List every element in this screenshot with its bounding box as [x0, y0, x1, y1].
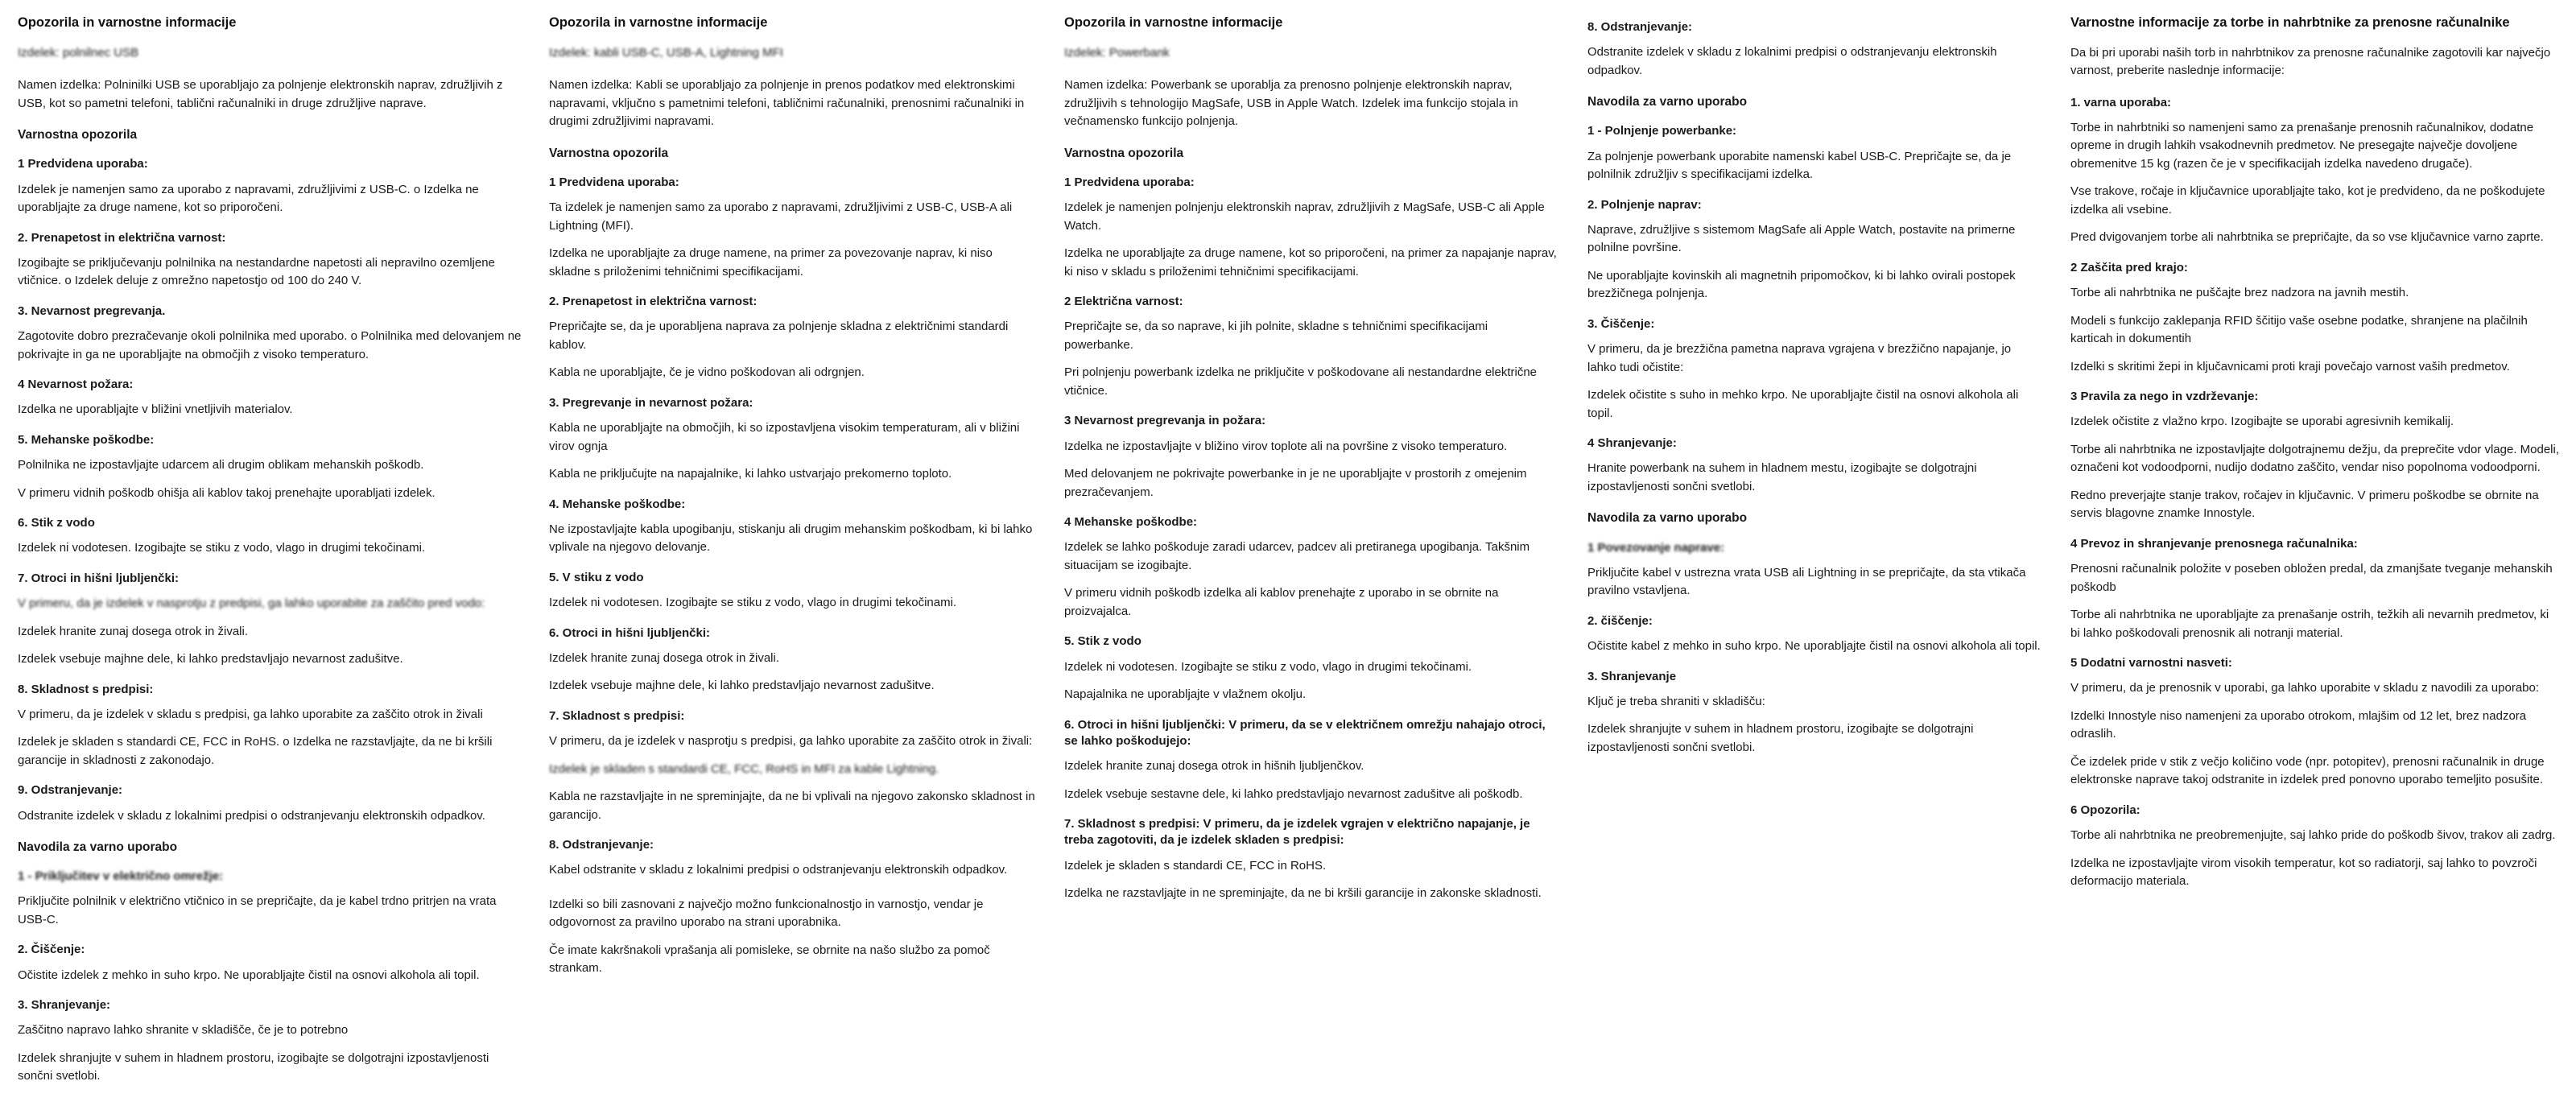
item-text: Za polnjenje powerbank uporabite namenski kabel USB-C. Prepričajte se, da je polnilnik združljiv s specifikacijami izdelka.	[1587, 149, 2012, 182]
item-text: Izdelek shranjujte v suhem in hladnem prostoru, izogibajte se dolgotrajni izpostavljenosti sončni svetlobi.	[18, 1050, 489, 1083]
item-heading: 5. V stiku z vodo	[549, 570, 644, 584]
item-heading: 4 Shranjevanje:	[1587, 436, 1677, 451]
item-text: Modeli s funkcijo zaklepanja RFID ščitijo vaše osebne podatke, shranjene na plačilnih karticah in dokumentih	[2070, 313, 2528, 346]
item-heading: 2. Prenapetost in električna varnost:	[18, 230, 226, 245]
subsection-heading-warnings: Varnostna opozorila	[549, 146, 669, 160]
column-bags	[2070, 14, 2562, 891]
item-text: Torbe ali nahrbtnika ne uporabljajte za prenašanje ostrih, težkih ali nevarnih predmetov, ki bi lahko poškodovali prenosnik ali notranji material.	[2070, 608, 2549, 640]
item-heading: 4 Prevoz in shranjevanje prenosnega računalnika:	[2070, 536, 2358, 551]
item-heading: 9. Odstranjevanje:	[18, 783, 123, 798]
item-text: Izdelek vsebuje sestavne dele, ki lahko predstavljajo nevarnost zadušitve ali poškodb.	[1064, 786, 1523, 801]
item-text: Izdelek ni vodotesen. Izogibajte se stiku z vodo, vlago in drugimi tekočinami.	[549, 596, 957, 610]
item-text: Izdelek je skladen s standardi CE, FCC in RoHS.	[1064, 858, 1327, 873]
item-heading: 2 Zaščita pred krajo:	[2070, 260, 2188, 274]
section-title: Opozorila in varnostne informacije	[549, 15, 768, 30]
item-heading: 5 Dodatni varnostni nasveti:	[2070, 656, 2232, 671]
item-text: Pri polnjenju powerbank izdelka ne priključite v poškodovane ali nestandardne električne vtičnice.	[1064, 365, 1538, 398]
item-text: Izdelek hranite zunaj dosega otrok in živali.	[549, 650, 779, 665]
item-text: Izdelek hranite zunaj dosega otrok in hišnih ljubljenčkov.	[1064, 759, 1364, 774]
item-text: Izdelek shranjujte v suhem in hladnem prostoru, izogibajte se dolgotrajni izpostavljenosti sončni svetlobi.	[1587, 722, 1974, 754]
item-text: Polnilnika ne izpostavljajte udarcem ali drugim oblikam mehanskih poškodb.	[18, 458, 424, 472]
item-text: Torbe ali nahrbtnika ne puščajte brez nadzora na javnih mestih.	[2070, 286, 2409, 300]
item-text: Če izdelek pride v stik z večjo količino vode (npr. potopitev), prenosni računalnik in druge elektronske naprave takoj odstranite in izdelek pred ponovno uporabo temeljito posušite.	[2070, 754, 2545, 787]
item-text: Pred dvigovanjem torbe ali nahrbtnika se prepričajte, da so vse ključavnice varno zaprte.	[2070, 230, 2544, 245]
item-heading: 1 Predvidena uporaba:	[1064, 175, 1195, 189]
item-heading: 7. Skladnost s predpisi:	[549, 708, 685, 723]
item-heading: 1. varna uporaba:	[2070, 95, 2172, 109]
item-heading: 3. Pregrevanje in nevarnost požara:	[549, 395, 753, 410]
item-heading: 4 Mehanske poškodbe:	[1064, 515, 1198, 530]
item-heading: 6. Otroci in hišni ljubljenčki: V primeru, da se v električnem omrežju nahajajo otroci, se lahko poškodujejo:	[1064, 717, 1546, 748]
item-text: Očistite izdelek z mehko in suho krpo. Ne uporabljajte čistil na osnovi alkohola ali topil.	[18, 968, 480, 982]
item-heading: 1 Povezovanje naprave:	[1587, 540, 1725, 555]
item-text: V primeru, da je brezžična pametna naprava vgrajena v brezžično napajanje, jo lahko tudi očistite:	[1587, 342, 2012, 374]
column-powerbank-continued	[1587, 14, 2070, 757]
item-text: Izdelka ne uporabljajte za druge namene, na primer za povezovanje naprav, ki niso skladne s priloženimi tehničnimi specifikacijami.	[549, 246, 993, 279]
subsection-heading-warnings: Varnostna opozorila	[1064, 146, 1184, 160]
item-heading: 2. Polnjenje naprav:	[1587, 197, 1702, 212]
item-text: Izdelek vsebuje majhne dele, ki lahko predstavljajo nevarnost zadušitve.	[18, 652, 403, 666]
item-heading: 8. Odstranjevanje:	[1587, 20, 1693, 34]
item-text: Odstranite izdelek v skladu z lokalnimi predpisi o odstranjevanju elektronskih odpadkov.	[1587, 45, 1997, 77]
item-text: Izdelka ne izpostavljajte v bližino virov toplote ali na površine z visoko temperaturo.	[1064, 439, 1508, 453]
item-heading: 4. Mehanske poškodbe:	[549, 497, 686, 511]
item-heading: 7. Otroci in hišni ljubljenčki:	[18, 571, 180, 585]
subsection-heading-usage-2: Navodila za varno uporabo	[1587, 511, 1748, 526]
intro-text: Da bi pri uporabi naših torb in nahrbtnikov za prenosne računalnike zagotovili kar največjo varnost, preberite naslednje informacije:	[2070, 45, 2551, 78]
item-text: Priključite kabel v ustrezna vrata USB ali Lightning in se prepričajte, da sta vtikača pravilno vstavljena.	[1587, 565, 2026, 598]
item-text: Izdelek hranite zunaj dosega otrok in živali.	[18, 624, 248, 638]
item-text: Prepričajte se, da so naprave, ki jih polnite, skladne s tehničnimi specifikacijami powerbanke.	[1064, 320, 1488, 352]
item-text: Priključite polnilnik v električno vtičnico in se prepričajte, da je kabel trdno pritrjen na vrata USB-C.	[18, 894, 497, 926]
item-text: Zaščitno napravo lahko shranite v skladišče, če je to potrebno	[18, 1023, 349, 1038]
item-text: Prenosni računalnik položite v poseben obložen predal, da zmanjšate tveganje mehanskih poškodb	[2070, 562, 2553, 594]
item-text: V primeru vidnih poškodb ohišja ali kablov takoj prenehajte uporabljati izdelek.	[18, 485, 436, 500]
item-text: V primeru, da je izdelek v nasprotju z predpisi, ga lahko uporabite za zaščito pred vodo:	[18, 596, 485, 611]
subsection-heading-usage: Navodila za varno uporabo	[1587, 95, 1748, 109]
item-text: V primeru, da je izdelek v skladu s predpisi, ga lahko uporabite za zaščito otrok in živali	[18, 707, 483, 721]
item-heading: 1 Predvidena uporaba:	[549, 175, 679, 189]
item-heading: 2. Prenapetost in električna varnost:	[549, 295, 758, 309]
column-powerbank	[1064, 14, 1587, 903]
item-text: V primeru, da je prenosnik v uporabi, ga lahko uporabite v skladu z navodili za uporabo:	[2070, 681, 2540, 695]
product-purpose: Namen izdelka: Kabli se uporabljajo za polnjenje in prenos podatkov med elektronskimi napravami, vključno s pametnimi telefoni, tabličnimi računalniki, prenosnimi računalniki in drugimi združljivimi napravami.	[549, 78, 1025, 129]
item-text: Izdelek je skladen s standardi CE, FCC, RoHS in MFI za kable Lightning.	[549, 761, 939, 776]
item-text: Izdelki s skritimi žepi in ključavnicami proti kraji povečajo varnost vaših predmetov.	[2070, 359, 2510, 373]
item-heading: 2. čiščenje:	[1587, 613, 1653, 628]
item-text: Napajalnika ne uporabljajte v vlažnem okolju.	[1064, 687, 1307, 702]
item-text: Torbe in nahrbtniki so namenjeni samo za prenašanje prenosnih računalnikov, dodatne opreme in drugih lahkih vsakodnevnih predmetov. Ne presegajte največje dovoljene obremenitve 15 kg (razen če je v specifikacijah izdelka navedeno drugače).	[2070, 120, 2534, 171]
item-text: Med delovanjem ne pokrivajte powerbanke in je ne uporabljajte v prostorih z omejenim prezračevanjem.	[1064, 467, 1527, 499]
section-title: Opozorila in varnostne informacije	[18, 15, 237, 30]
item-text: Kabel odstranite v skladu z lokalnimi predpisi o odstranjevanju elektronskih odpadkov.	[549, 863, 1008, 877]
footer-note: Če imate kakršnakoli vprašanja ali pomisleke, se obrnite na našo službo za pomoč strankam.	[549, 943, 990, 976]
item-heading: 6. Stik z vodo	[18, 516, 95, 530]
item-text: Izdelka ne uporabljajte v bližini vnetljivih materialov.	[18, 402, 293, 417]
item-text: Redno preverjajte stanje trakov, ročajev in ključavnic. V primeru poškodbe se obrnite na servis blagovne znamke Innostyle.	[2070, 488, 2539, 521]
item-text: Torbe ali nahrbtnika ne izpostavljajte dolgotrajnemu dežju, da preprečite vdor vlage. Modeli, označeni kot vodoodporni, nudijo dodatno zaščito, vendar niso popolnoma vodoodporni.	[2070, 442, 2560, 475]
item-heading: 3 Pravila za nego in vzdrževanje:	[2070, 390, 2259, 404]
item-heading: 2. Čiščenje:	[18, 943, 85, 957]
column-cables	[549, 14, 1064, 978]
footer-note: Izdelki so bili zasnovani z največjo možno funkcionalnostjo in varnostjo, vendar je odgovornost za pravilno uporabo na strani uporabnika.	[549, 897, 984, 930]
item-text: Izdelek očistite z vlažno krpo. Izogibajte se uporabi agresivnih kemikalij.	[2070, 415, 2454, 429]
item-text: Zagotovite dobro prezračevanje okoli polnilnika med uporabo. o Polnilnika med delovanjem ne pokrivajte in ga ne uporabljajte na območjih z visoko temperaturo.	[18, 329, 522, 361]
item-text: V primeru, da je izdelek v nasprotju s predpisi, ga lahko uporabite za zaščito otrok in živali:	[549, 734, 1033, 749]
product-label: Izdelek: Powerbank	[1064, 45, 1170, 60]
item-text: Izdelek očistite s suho in mehko krpo. Ne uporabljajte čistil na osnovi alkohola ali topil.	[1587, 388, 2019, 420]
item-heading: 5. Stik z vodo	[1064, 634, 1141, 649]
item-text: Izdelek ni vodotesen. Izogibajte se stiku z vodo, vlago in drugimi tekočinami.	[18, 541, 426, 555]
item-heading: 1 - Priključitev v električno omrežje:	[18, 869, 224, 884]
item-heading: 4 Nevarnost požara:	[18, 378, 134, 392]
item-heading: 8. Skladnost s predpisi:	[18, 682, 154, 696]
item-text: V primeru vidnih poškodb izdelka ali kablov prenehajte z uporabo in se obrnite na proizvajalca.	[1064, 586, 1499, 618]
item-text: Izdelek je skladen s standardi CE, FCC in RoHS. o Izdelka ne razstavljajte, da ne bi kršili garancije in skladnosti z zakonodajo.	[18, 735, 493, 767]
product-purpose: Namen izdelka: Polninilki USB se uporabljajo za polnjenje elektronskih naprav, združljivih z USB, kot so pametni telefoni, tablični računalniki in druge združljive naprave.	[18, 78, 503, 110]
product-label: Izdelek: kabli USB-C, USB-A, Lightning MFI	[549, 45, 783, 60]
item-text: Kabla ne razstavljajte in ne spreminjajte, da ne bi vplivali na njegovo zakonsko skladnost in garancijo.	[549, 790, 1035, 822]
item-text: Izdelek je namenjen polnjenju elektronskih naprav, združljivih z MagSafe, USB-C ali Apple Watch.	[1064, 200, 1545, 233]
item-heading: 6. Otroci in hišni ljubljenčki:	[549, 625, 711, 640]
product-label: Izdelek: polnilnec USB	[18, 45, 139, 60]
item-text: Torbe ali nahrbtnika ne preobremenjujte, saj lahko pride do poškodb šivov, trakov ali zadrg.	[2070, 828, 2556, 843]
item-text: Očistite kabel z mehko in suho krpo. Ne uporabljajte čistil na osnovi alkohola ali topil.	[1587, 639, 2041, 654]
item-text: Izogibajte se priključevanju polnilnika na nestandardne napetosti ali nepravilno ozemljene vtičnice. o Izdelek deluje z omrežno napetostjo od 100 do 240 V.	[18, 255, 495, 288]
item-heading: 8. Odstranjevanje:	[549, 838, 654, 852]
item-text: Hranite powerbank na suhem in hladnem mestu, izogibajte se dolgotrajni izpostavljenosti sončni svetlobi.	[1587, 461, 1977, 493]
item-heading: 1 - Polnjenje powerbanke:	[1587, 124, 1737, 138]
item-text: Ne izpostavljajte kabla upogibanju, stiskanju ali drugim mehanskim poškodbam, ki bi lahko vplivale na njegovo delovanje.	[549, 522, 1033, 555]
item-heading: 1 Predvidena uporaba:	[18, 157, 148, 171]
item-text: Vse trakove, ročaje in ključavnice uporabljajte tako, kot je predvideno, da ne poškodujete izdelka ali vsebine.	[2070, 184, 2545, 217]
item-heading: 6 Opozorila:	[2070, 803, 2140, 817]
item-heading: 3. Nevarnost pregrevanja.	[18, 303, 166, 318]
item-heading: 3. Shranjevanje:	[18, 998, 111, 1013]
item-text: Kabla ne priključujte na napajalnike, ki lahko ustvarjajo prekomerno toploto.	[549, 467, 952, 481]
item-text: Izdelek vsebuje majhne dele, ki lahko predstavljajo nevarnost zadušitve.	[549, 679, 935, 693]
column-usb-charger	[18, 14, 549, 1086]
item-text: Ključ je treba shraniti v skladišču:	[1587, 694, 1765, 708]
item-text: Prepričajte se, da je uporabljena naprava za polnjenje skladna z električnimi standardi kablov.	[549, 320, 1009, 352]
item-heading: 3. Čiščenje:	[1587, 316, 1655, 331]
item-heading: 3 Nevarnost pregrevanja in požara:	[1064, 414, 1266, 428]
item-text: Izdelek se lahko poškoduje zaradi udarcev, padcev ali pretiranega upogibanja. Takšnim situacijam se izogibajte.	[1064, 540, 1530, 572]
subsection-heading-warnings: Varnostna opozorila	[18, 128, 138, 142]
item-text: Izdelki Innostyle niso namenjeni za uporabo otrokom, mlajšim od 12 let, brez nadzora odraslih.	[2070, 708, 2527, 741]
item-text: Izdelek ni vodotesen. Izogibajte se stiku z vodo, vlago in drugimi tekočinami.	[1064, 659, 1472, 674]
item-text: Ta izdelek je namenjen samo za uporabo z napravami, združljivimi z USB-C, USB-A ali Lightning (MFI).	[549, 200, 1013, 233]
item-heading: 3. Shranjevanje	[1587, 669, 1677, 683]
item-text: Kabla ne uporabljajte na območjih, ki so izpostavljena visokim temperaturam, ali v bližini virov ognja	[549, 421, 1020, 453]
item-heading: 2 Električna varnost:	[1064, 295, 1183, 309]
item-text: Ne uporabljajte kovinskih ali magnetnih pripomočkov, ki bi lahko ovirali postopek brezžičnega polnjenja.	[1587, 268, 2016, 301]
item-text: Odstranite izdelek v skladu z lokalnimi predpisi o odstranjevanju elektronskih odpadkov.	[18, 808, 485, 823]
item-text: Izdelek je namenjen samo za uporabo z napravami, združljivimi z USB-C. o Izdelka ne uporabljajte za druge namene, kot so priporočeni.	[18, 182, 479, 215]
item-text: Naprave, združljive s sistemom MagSafe ali Apple Watch, postavite na primerne polnilne površine.	[1587, 222, 2016, 255]
subsection-heading-usage: Navodila za varno uporabo	[18, 840, 178, 855]
item-heading: 5. Mehanske poškodbe:	[18, 432, 155, 447]
item-text: Izdelka ne razstavljajte in ne spreminjajte, da ne bi kršili garancije in zakonske skladnosti.	[1064, 886, 1542, 901]
item-heading: 7. Skladnost s predpisi: V primeru, da je izdelek vgrajen v električno napajanje, je treba zagotoviti, da je izdelek skladen s predpisi:	[1064, 817, 1530, 848]
section-title: Opozorila in varnostne informacije	[1064, 15, 1283, 30]
product-purpose: Namen izdelka: Powerbank se uporablja za prenosno polnjenje elektronskih naprav, združljivih s tehnologijo MagSafe, USB in Apple Watch. Izdelek ima funkcijo stojala in večnamensko funkcijo polnjenja.	[1064, 78, 1518, 129]
section-title: Varnostne informacije za torbe in nahrbtnike za prenosne računalnike	[2070, 15, 2510, 30]
item-text: Kabla ne uporabljajte, če je vidno poškodovan ali odrgnjen.	[549, 365, 865, 380]
item-text: Izdelka ne uporabljajte za druge namene, kot so priporočeni, na primer za napajanje naprav, ki niso v skladu s priloženimi tehničnimi specifikacijami.	[1064, 246, 1557, 279]
item-text: Izdelka ne izpostavljajte virom visokih temperatur, kot so radiatorji, saj lahko to povzroči deformacijo materiala.	[2070, 856, 2537, 889]
